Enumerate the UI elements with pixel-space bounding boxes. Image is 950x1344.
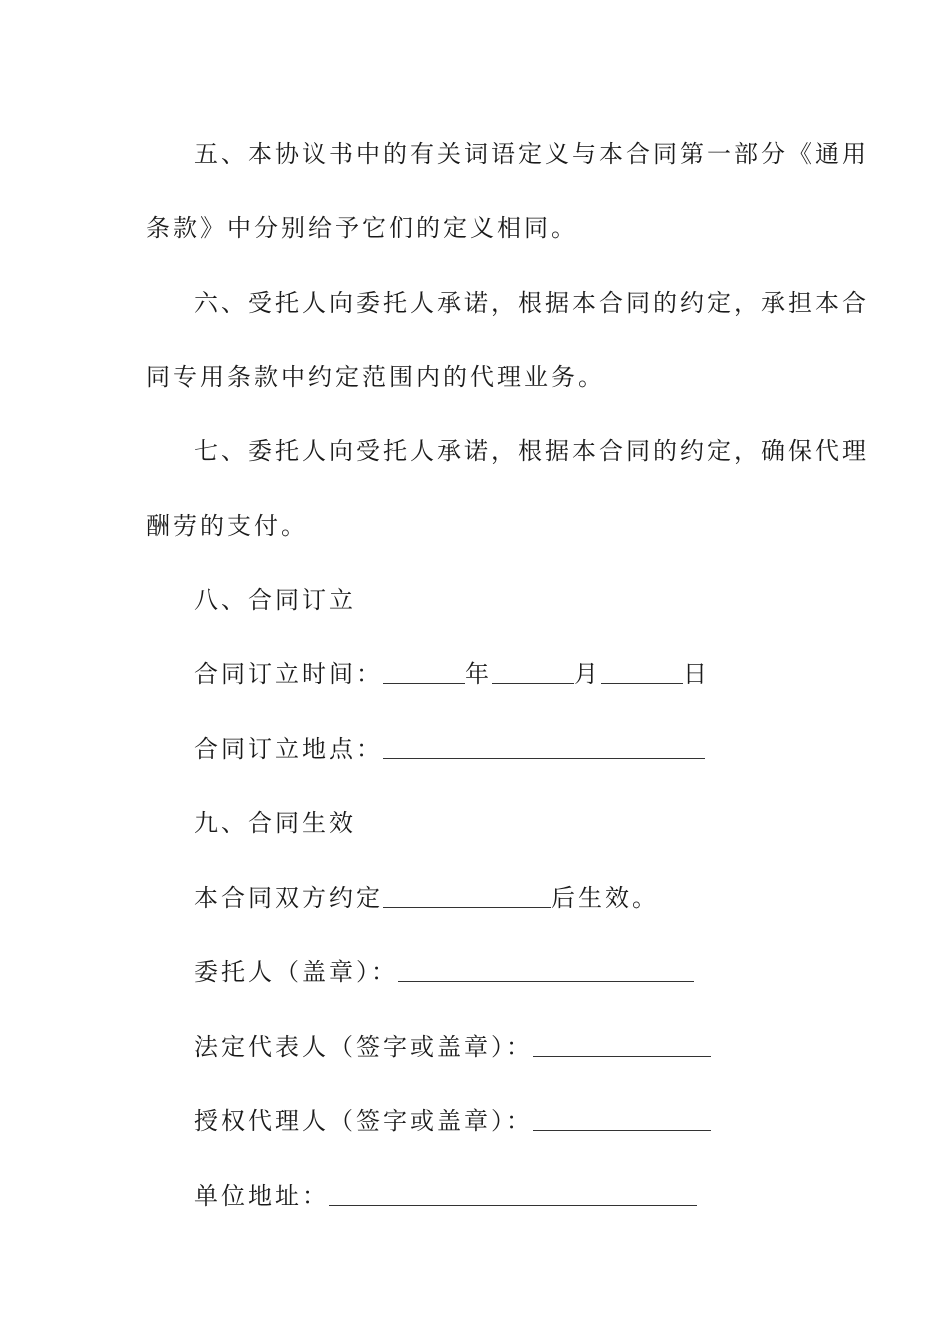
effect-prefix: 本合同双方约定 (194, 884, 383, 912)
paragraph-5-line-2: 条款》中分别给予它们的定义相同。 (146, 214, 578, 242)
day-blank (601, 659, 683, 684)
month-blank (492, 659, 574, 684)
authorized-agent-blank (533, 1106, 711, 1131)
contract-date-row (194, 658, 854, 690)
month-label: 月 (574, 660, 601, 688)
paragraph-7-line-1: 七、委托人向受托人承诺，根据本合同的约定，确保代理 (194, 437, 869, 465)
contract-date-label: 合同订立时间： (194, 660, 383, 688)
day-label: 日 (683, 660, 710, 688)
effect-condition-blank (383, 883, 551, 908)
client-seal-row (194, 956, 854, 988)
authorized-agent-row (194, 1105, 854, 1137)
paragraph-6-line-2: 同专用条款中约定范围内的代理业务。 (146, 363, 605, 391)
authorized-agent-label: 授权代理人（签字或盖章）： (194, 1107, 533, 1135)
section-8-heading: 八、合同订立 (194, 586, 356, 614)
legal-rep-row (194, 1031, 854, 1063)
effect-suffix: 后生效。 (551, 884, 659, 912)
contract-place-row (194, 733, 854, 765)
effect-row (194, 882, 854, 914)
contract-place-label: 合同订立地点： (194, 735, 383, 763)
paragraph-6-line-1: 六、受托人向委托人承诺，根据本合同的约定，承担本合 (194, 289, 869, 317)
section-9-heading: 九、合同生效 (194, 809, 356, 837)
unit-address-row (194, 1180, 854, 1212)
legal-rep-blank (533, 1032, 711, 1057)
unit-address-blank (329, 1181, 697, 1206)
year-blank (383, 659, 465, 684)
client-seal-blank (398, 957, 694, 982)
paragraph-5-line-1: 五、本协议书中的有关词语定义与本合同第一部分《通用 (194, 140, 869, 168)
year-label: 年 (465, 660, 492, 688)
client-seal-label: 委托人（盖章）： (194, 958, 398, 986)
paragraph-7-line-2: 酬劳的支付。 (146, 512, 308, 540)
unit-address-label: 单位地址： (194, 1182, 329, 1210)
legal-rep-label: 法定代表人（签字或盖章）： (194, 1033, 533, 1061)
contract-place-blank (383, 734, 705, 759)
